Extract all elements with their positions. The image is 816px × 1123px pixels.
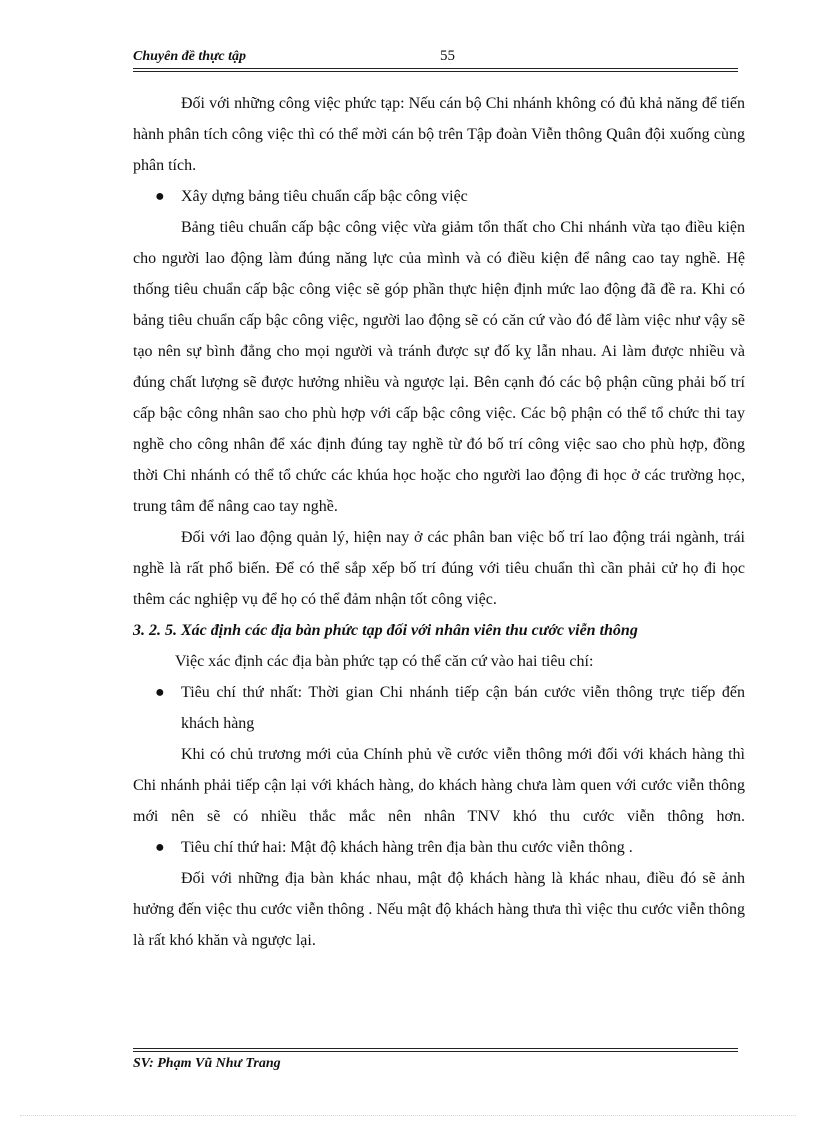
page-number: 55: [440, 48, 455, 64]
section-intro: Việc xác định các địa bàn phức tạp có thể căn cứ vào hai tiêu chí:: [175, 653, 594, 670]
bullet-item: [133, 832, 745, 863]
page-bottom-dotted-line: [20, 1115, 796, 1116]
section-heading: 3. 2. 5. Xác định các địa bàn phức tạp đối với nhân viên thu cước viễn thông: [133, 622, 638, 639]
paragraph-complex-work: Đối với những công việc phức tạp: Nếu cán bộ Chi nhánh không có đủ khả năng để tiến hành phân tích công việc thì có thể mời cán bộ trên Tập đoàn Viễn thông Quân đội xuống cùng phân tích.: [133, 95, 745, 174]
header-rule: [133, 68, 738, 69]
header-title: Chuyên đề thực tập: [133, 49, 247, 64]
header-rule-double: [133, 71, 738, 72]
bullet-text: Xây dựng bảng tiêu chuẩn cấp bậc công việc: [181, 188, 468, 205]
bullet-icon: ●: [155, 188, 165, 205]
footer-author: SV: Phạm Vũ Như Trang: [133, 1056, 281, 1071]
page-header: [133, 48, 738, 68]
paragraph-management-labor: Đối với lao động quản lý, hiện nay ở các phân ban việc bố trí lao động trái ngành, trái nghề là rất phổ biến. Để có thể sắp xếp bố trí đúng với tiêu chuẩn thì cần phải cử họ đi học thêm các nghiệp vụ để họ có thể đảm nhận tốt công việc.: [133, 529, 745, 608]
bullet-icon: ●: [155, 839, 165, 856]
bullet-item: [133, 677, 745, 739]
bullet-text: Tiêu chí thứ nhất: Thời gian Chi nhánh tiếp cận bán cước viễn thông trực tiếp đến khách hàng: [181, 684, 745, 732]
paragraph-customer-density: Đối với những địa bàn khác nhau, mật độ khách hàng là khác nhau, điều đó sẽ ảnh hưởng đến việc thu cước viễn thông . Nếu mật độ khách hàng thưa thì việc thu cước viễn thông là rất khó khăn và ngược lại.: [133, 870, 745, 949]
bullet-item: [133, 181, 745, 212]
paragraph-new-policy: Khi có chủ trương mới của Chính phủ về cước viễn thông mới đối với khách hàng thì Chi nhánh phải tiếp cận lại với khách hàng, do khách hàng chưa làm quen với cước viễn thông mới nên sẽ có nhiều thắc mắc nên nhân TNV khó thu cước viễn thông hơn.: [133, 746, 745, 825]
footer-rule-double: [133, 1051, 738, 1052]
bullet-icon: ●: [155, 684, 165, 701]
bullet-text: Tiêu chí thứ hai: Mật độ khách hàng trên địa bàn thu cước viễn thông .: [181, 839, 633, 856]
footer-rule: [133, 1048, 738, 1049]
document-body: [133, 88, 745, 956]
paragraph-job-standards: Bảng tiêu chuẩn cấp bậc công việc vừa giảm tổn thất cho Chi nhánh vừa tạo điều kiện cho người lao động làm đúng năng lực của mình và có điều kiện để nâng cao tay nghề. Hệ thống tiêu chuẩn cấp bậc công việc sẽ góp phần thực hiện định mức lao động đã đề ra. Khi có bảng tiêu chuẩn cấp bậc công việc, người lao động sẽ có căn cứ vào đó để làm việc như vậy sẽ tạo nên sự bình đẳng cho mọi người và tránh được sự đố kỵ lẫn nhau. Ai làm được nhiều và đúng chất lượng sẽ được hưởng nhiều và ngược lại. Bên cạnh đó các bộ phận cũng phải bố trí cấp bậc công nhân sao cho phù hợp với cấp bậc công việc. Các bộ phận có thể tổ chức thi tay nghề cho công nhân để xác định đúng tay nghề từ đó bố trí công việc sao cho phù hợp, đồng thời Chi nhánh có thể tổ chức các khúa học hoặc cho người lao động đi học ở các trường học, trung tâm để nâng cao tay nghề.: [133, 219, 745, 515]
